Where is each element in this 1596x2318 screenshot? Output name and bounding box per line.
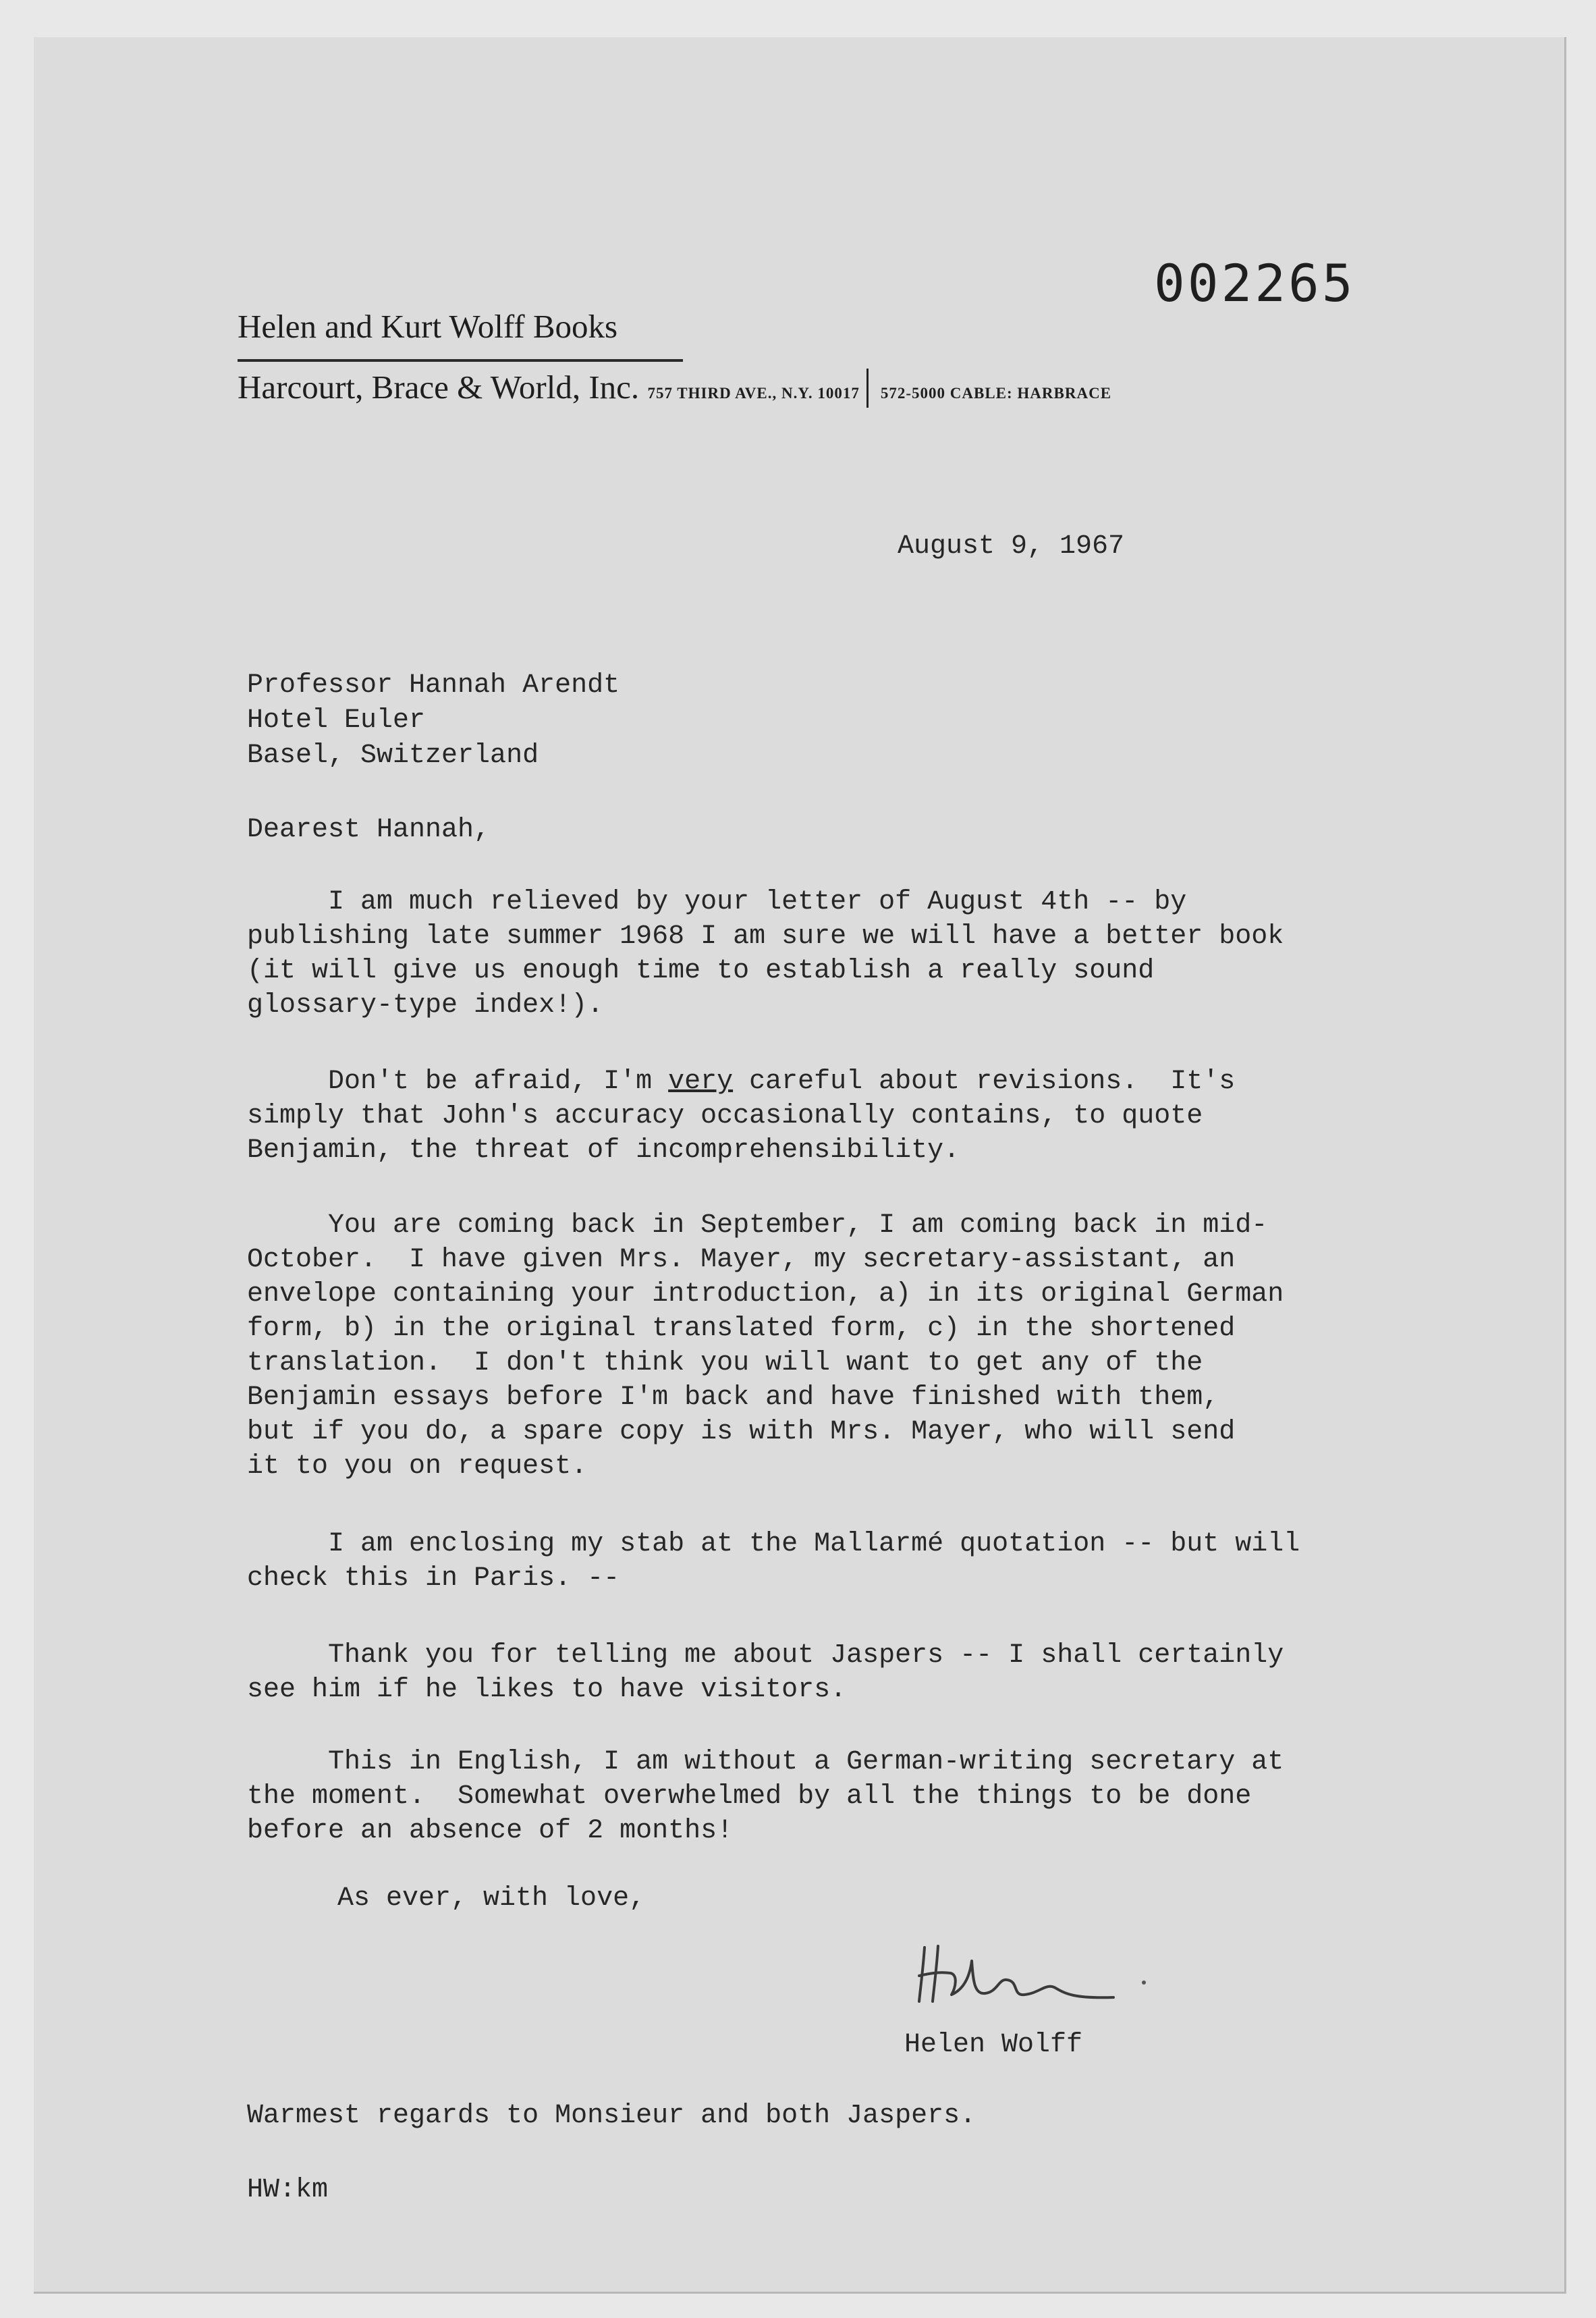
letterhead-address: 757 THIRD AVE., N.Y. 10017	[647, 385, 860, 402]
underlined-word: very	[668, 1067, 734, 1097]
letterhead-phone-cable: 572-5000 CABLE: HARBRACE	[880, 385, 1112, 402]
paragraph-1: I am much relieved by your letter of August 4th -- by publishing late summer 1968 I am sure we will have a better book (it will give us enough time to establish a really sound glossary-type index!).	[247, 887, 1284, 1021]
closing: As ever, with love,	[337, 1883, 646, 1914]
letter-date: August 9, 1967	[898, 531, 1125, 562]
paragraph-2-rest: careful about revisions. It's simply that John's accuracy occasionally contains, to quote Benjamin, the threat of incomprehensibility.	[247, 1067, 1236, 1166]
recipient-line-2: Hotel Euler	[247, 705, 426, 736]
letterhead-publisher: Harcourt, Brace & World, Inc.	[238, 369, 640, 406]
letterhead-rule	[238, 359, 683, 362]
recipient-line-3: Basel, Switzerland	[247, 740, 539, 771]
handwritten-signature	[911, 1934, 1154, 2015]
document-number-stamp: 002265	[1154, 253, 1356, 313]
recipient-address	[247, 668, 620, 774]
paragraph-6: This in English, I am without a German-writing secretary at the moment. Somewhat overwhelmed by all the things to be done before an absence of 2 months!	[247, 1747, 1284, 1846]
letter-sheet	[34, 37, 1566, 2294]
paragraph-4: I am enclosing my stab at the Mallarmé quotation -- but will check this in Paris. --	[247, 1529, 1300, 1594]
letterhead-publisher-line	[238, 368, 1111, 408]
paragraph-2-start: Don't be afraid, I'm	[247, 1067, 669, 1097]
recipient-line-1: Professor Hannah Arendt	[247, 670, 620, 701]
salutation: Dearest Hannah,	[247, 815, 491, 845]
reference-initials: HW:km	[247, 2175, 329, 2205]
typed-signature-name: Helen Wolff	[904, 2030, 1083, 2060]
paragraph-2	[247, 1064, 1235, 1168]
letterhead-imprint: Helen and Kurt Wolff Books	[238, 308, 618, 345]
paragraph-5: Thank you for telling me about Jaspers -- I shall certainly see him if he likes to have visitors.	[247, 1640, 1284, 1705]
postscript: Warmest regards to Monsieur and both Jaspers.	[247, 2101, 976, 2131]
letterhead-divider	[866, 369, 869, 408]
paragraph-3: You are coming back in September, I am coming back in mid- October. I have given Mrs. Mayer, my secretary-assistant, an envelope containing your introduction, a) in its original German form, b) in the original translated form, c) in the shortened translation. I don't think you will want to get any of the Benjamin essays before I'm back and have finished with them, but if you do, a spare copy is with Mrs. Mayer, who will send it to you on request.	[247, 1210, 1284, 1482]
